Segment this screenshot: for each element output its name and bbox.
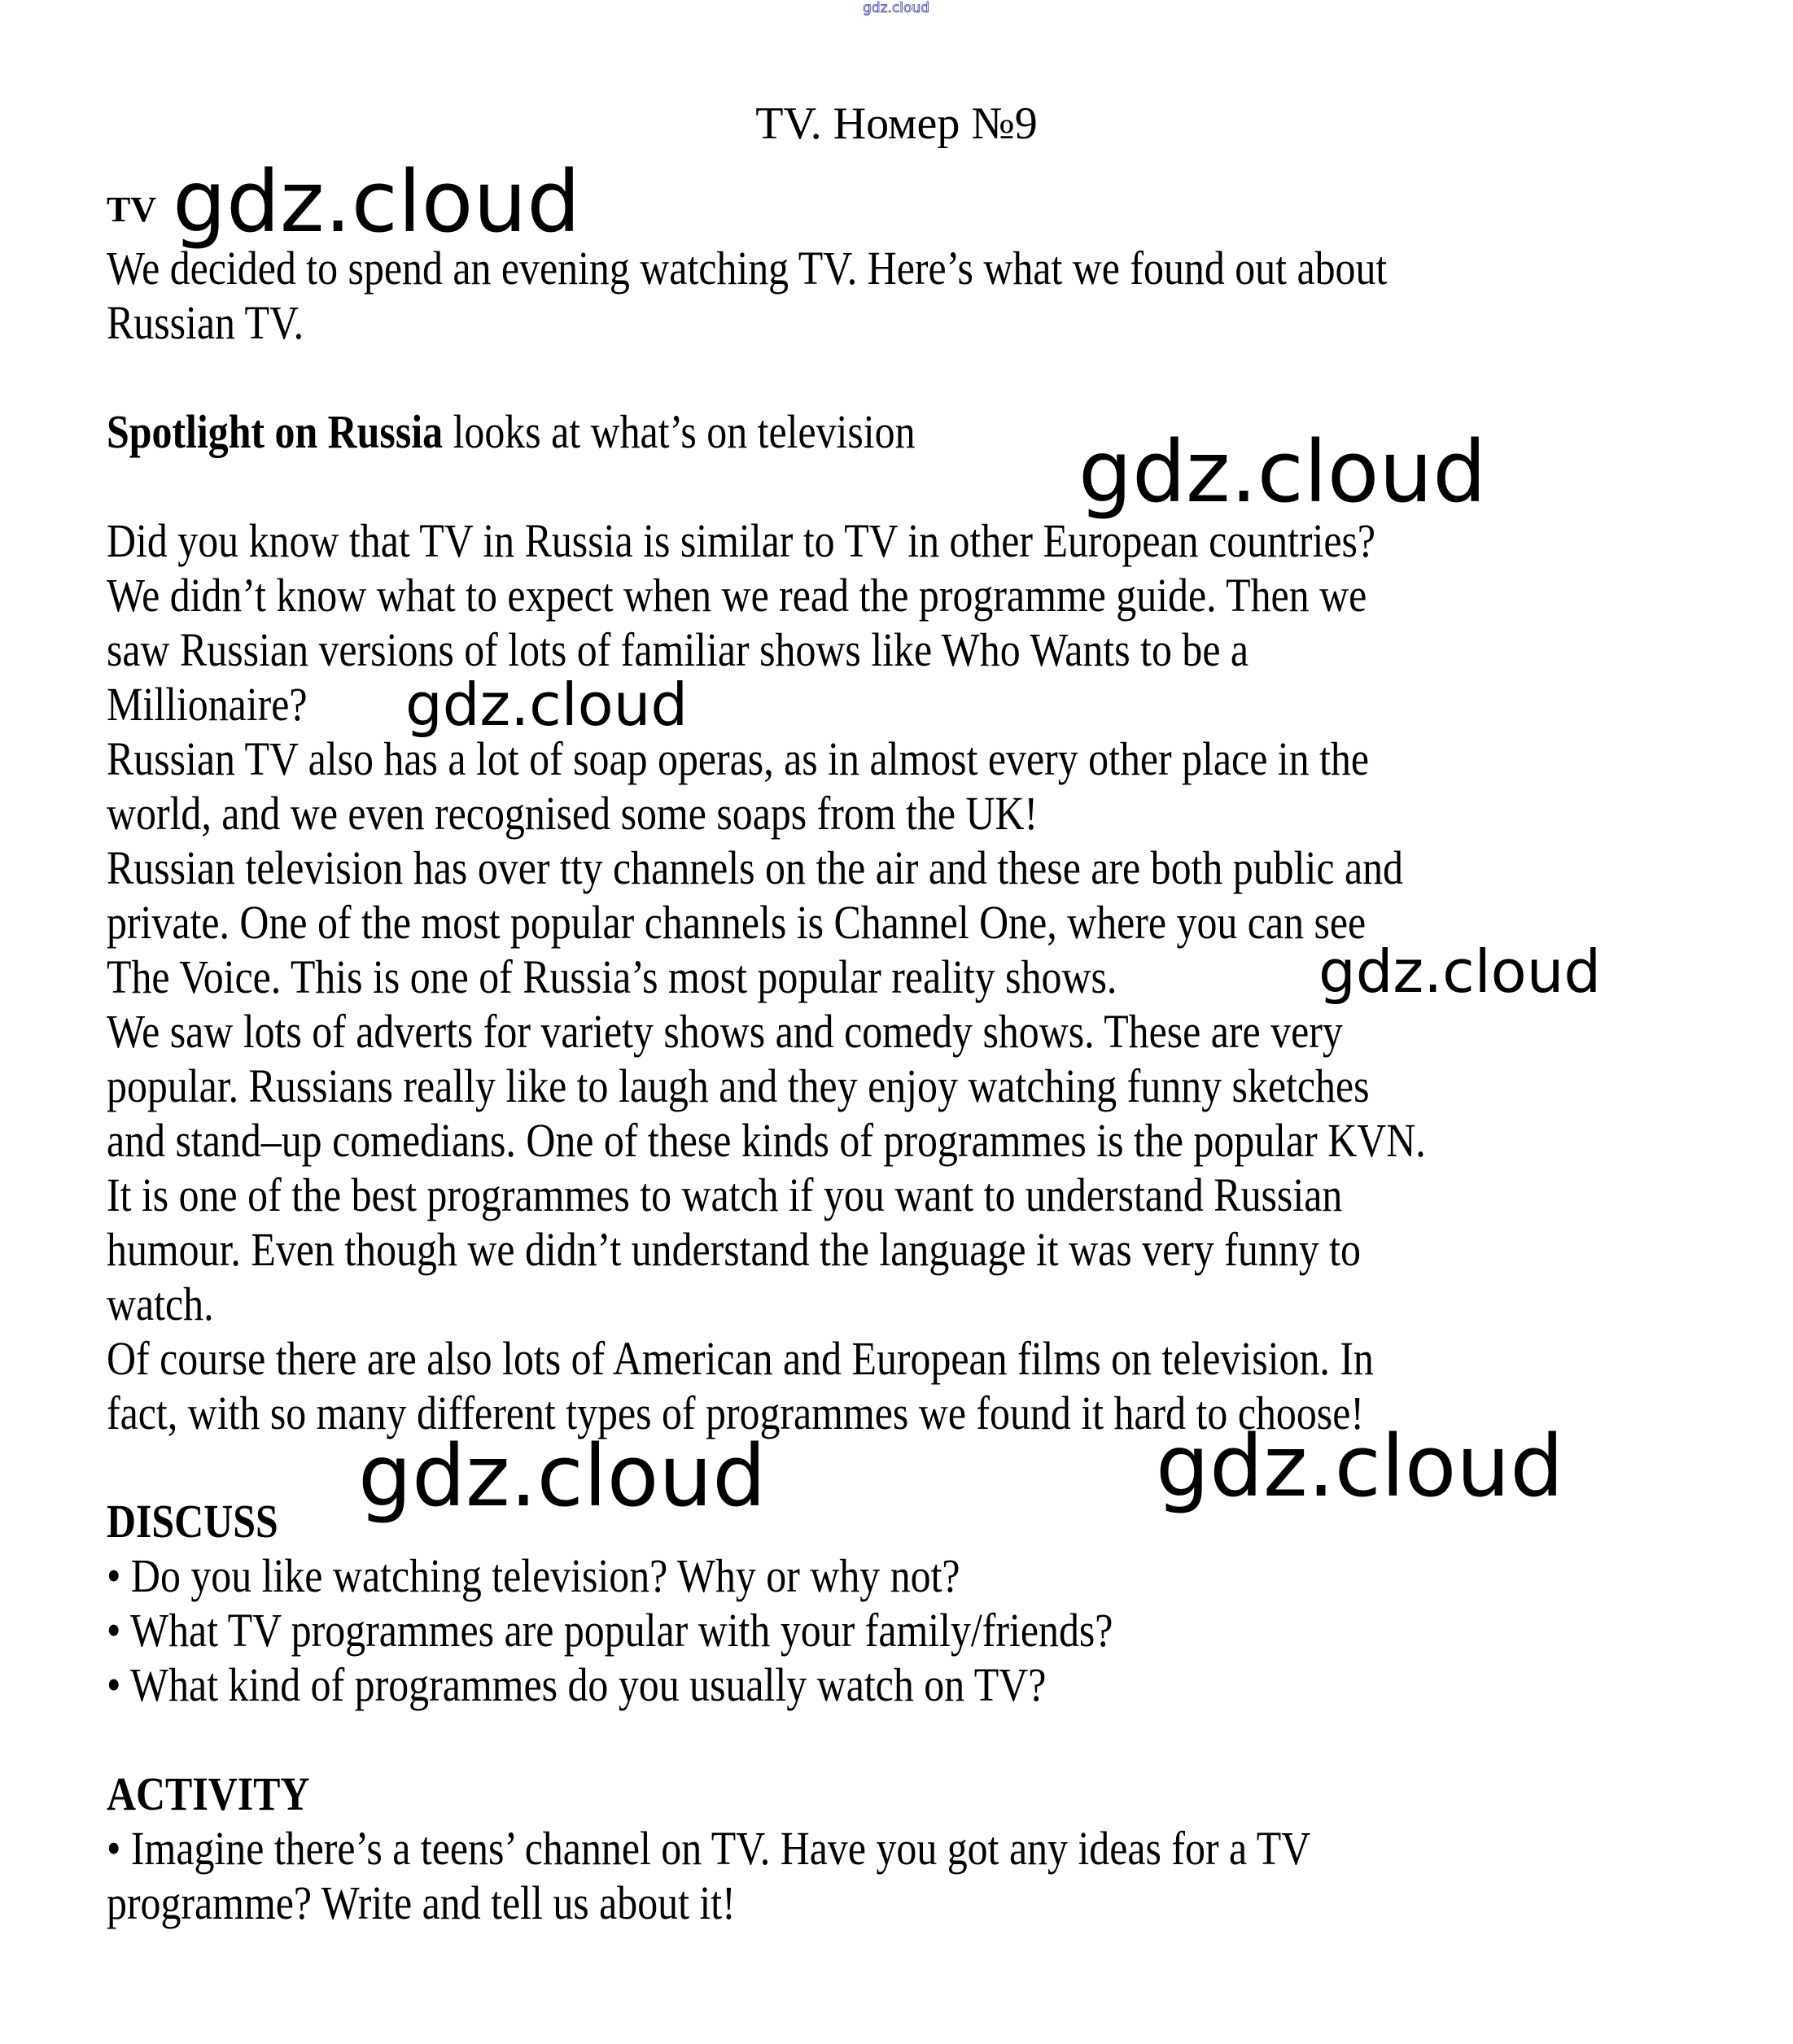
activity-line: programme? Write and tell us about it! (107, 1876, 736, 1929)
body-line: humour. Even though we didn’t understand the language it was very funny to (107, 1223, 1361, 1276)
discuss-item: • What TV programmes are popular with your family/friends? (107, 1604, 1113, 1657)
page-title: TV. Номер №9 (755, 98, 1038, 149)
watermark: gdz.cloud (1319, 937, 1602, 1006)
activity-line: • Imagine there’s a teens’ channel on TV. Have you got any ideas for a TV (107, 1822, 1311, 1875)
intro-line: We decided to spend an evening watching TV. Here’s what we found out about (107, 242, 1388, 295)
discuss-heading: DISCUSS (107, 1495, 278, 1548)
article-heading: TV (107, 190, 157, 229)
watermark: gdz.cloud (173, 152, 581, 251)
discuss-item: • Do you like watching television? Why or why not? (107, 1549, 960, 1602)
body-line: fact, with so many different types of programmes we found it hard to choose! (107, 1387, 1364, 1439)
body-line: world, and we even recognised some soaps from the UK! (107, 787, 1039, 840)
body-line: We didn’t know what to expect when we read the programme guide. Then we (107, 569, 1367, 622)
body-line: We saw lots of adverts for variety shows and comedy shows. These are very (107, 1005, 1343, 1058)
watermark: gdz.cloud (405, 670, 689, 739)
body-line: It is one of the best programmes to watch if you want to understand Russian (107, 1168, 1343, 1221)
subtitle-rest: looks at what’s on television (443, 405, 916, 458)
body-line: The Voice. This is one of Russia’s most popular reality shows. (107, 950, 1117, 1003)
subtitle-bold: Spotlight on Russia (107, 405, 444, 458)
subtitle (107, 404, 916, 459)
body-line: private. One of the most popular channels is Channel One, where you can see (107, 896, 1367, 949)
body-line: watch. (107, 1278, 214, 1330)
activity-heading: ACTIVITY (107, 1767, 310, 1820)
body-line: Did you know that TV in Russia is similar to TV in other European countries? (107, 514, 1376, 567)
body-line: and stand–up comedians. One of these kinds of programmes is the popular KVN. (107, 1114, 1426, 1167)
intro-line: Russian TV. (107, 296, 304, 349)
body-line: popular. Russians really like to laugh and they enjoy watching funny sketches (107, 1059, 1370, 1112)
watermark: gdz.cloud (1078, 422, 1487, 522)
discuss-item: • What kind of programmes do you usually watch on TV? (107, 1658, 1047, 1711)
body-line: Russian television has over tty channels on the air and these are both public and (107, 841, 1403, 894)
watermark: gdz.cloud (358, 1426, 767, 1526)
body-line: Of course there are also lots of American and European films on television. In (107, 1332, 1374, 1385)
watermark: gdz.cloud (1156, 1417, 1564, 1516)
body-line: saw Russian versions of lots of familiar shows like Who Wants to be a (107, 623, 1249, 676)
body-line: Millionaire? (107, 678, 308, 731)
top-watermark: gdz.cloud (863, 0, 929, 16)
body-line: Russian TV also has a lot of soap operas, as in almost every other place in the (107, 732, 1370, 785)
